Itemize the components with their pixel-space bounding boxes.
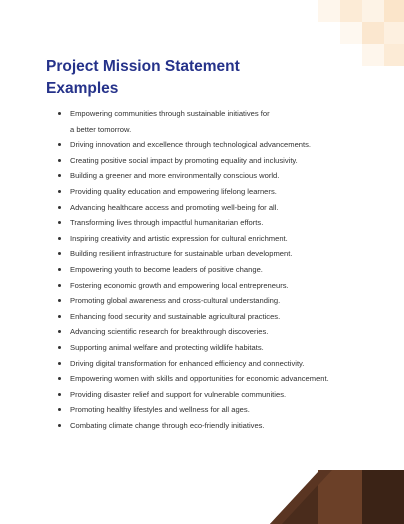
list-item xyxy=(56,418,376,434)
list-item xyxy=(56,387,376,403)
mission-list xyxy=(56,106,376,433)
item-text: Driving digital transformation for enhanced efficiency and connectivity. xyxy=(70,358,305,368)
bullet-icon xyxy=(58,284,61,287)
deco-tile xyxy=(340,0,362,22)
bullet-icon xyxy=(58,268,61,271)
list-item xyxy=(56,184,376,200)
title-line: Project Mission Statement xyxy=(46,58,240,75)
item-text: Supporting animal welfare and protecting wildlife habitats. xyxy=(70,342,264,352)
deco-tile xyxy=(384,44,404,66)
item-text: Empowering youth to become leaders of positive change. xyxy=(70,264,263,274)
deco-tile xyxy=(318,0,340,22)
deco-tile xyxy=(384,22,404,44)
deco-tile xyxy=(362,0,384,22)
item-text: Promoting healthy lifestyles and wellness for all ages. xyxy=(70,405,250,415)
item-text: Advancing healthcare access and promoting well-being for all. xyxy=(70,202,279,212)
item-text: Inspiring creativity and artistic expression for cultural enrichment. xyxy=(70,233,288,243)
deco-tile xyxy=(362,44,384,66)
wood-band-decoration xyxy=(0,470,404,524)
list-item xyxy=(56,231,376,247)
item-text: Transforming lives through impactful humanitarian efforts. xyxy=(70,218,264,228)
bullet-icon xyxy=(58,206,61,209)
bullet-icon xyxy=(58,299,61,302)
wood-panel xyxy=(318,470,362,524)
list-item xyxy=(56,293,376,309)
bullet-icon xyxy=(58,362,61,365)
list-item xyxy=(56,200,376,216)
item-text: Enhancing food security and sustainable agricultural practices. xyxy=(70,311,281,321)
bullet-icon xyxy=(58,408,61,411)
item-text: Empowering women with skills and opportunities for economic advancement. xyxy=(70,374,329,384)
item-text: Combating climate change through eco-friendly initiatives. xyxy=(70,420,265,430)
bullet-icon xyxy=(58,424,61,427)
list-item xyxy=(56,278,376,294)
list-item xyxy=(56,324,376,340)
list-item xyxy=(56,402,376,418)
list-item xyxy=(56,168,376,184)
item-text-continued: a better tomorrow. xyxy=(70,124,132,134)
bullet-icon xyxy=(58,159,61,162)
deco-tile xyxy=(362,22,384,44)
list-item xyxy=(56,262,376,278)
list-item xyxy=(56,340,376,356)
bullet-icon xyxy=(58,221,61,224)
list-item xyxy=(56,153,376,169)
bullet-icon xyxy=(58,143,61,146)
list-item xyxy=(56,371,376,387)
list-item xyxy=(56,309,376,325)
bullet-icon xyxy=(58,112,61,115)
item-text: Creating positive social impact by promoting equality and inclusivity. xyxy=(70,155,298,165)
item-text: Fostering economic growth and empowering local entrepreneurs. xyxy=(70,280,289,290)
item-text: Building resilient infrastructure for sustainable urban development. xyxy=(70,249,293,259)
bullet-icon xyxy=(58,174,61,177)
wood-panel xyxy=(362,470,404,524)
item-text: Empowering communities through sustainable initiatives for xyxy=(70,109,270,118)
item-text: Building a greener and more environmentally conscious world. xyxy=(70,171,280,181)
item-text: Providing quality education and empowering lifelong learners. xyxy=(70,186,277,196)
bullet-icon xyxy=(58,393,61,396)
item-text: Promoting global awareness and cross-cultural understanding. xyxy=(70,296,281,306)
title-line: Examples xyxy=(46,80,119,97)
item-text: Advancing scientific research for breakthrough discoveries. xyxy=(70,327,269,337)
bullet-icon xyxy=(58,315,61,318)
bullet-icon xyxy=(58,190,61,193)
list-item xyxy=(56,356,376,372)
bullet-icon xyxy=(58,346,61,349)
bullet-icon xyxy=(58,237,61,240)
list-item xyxy=(56,246,376,262)
list-item xyxy=(56,106,376,137)
bullet-icon xyxy=(58,252,61,255)
bullet-icon xyxy=(58,330,61,333)
bullet-icon xyxy=(58,377,61,380)
list-item xyxy=(56,215,376,231)
deco-tile xyxy=(384,0,404,22)
list-item xyxy=(56,137,376,153)
deco-tile xyxy=(340,22,362,44)
item-text: Driving innovation and excellence through technological advancements. xyxy=(70,140,312,150)
page-title xyxy=(46,56,346,100)
item-text: Providing disaster relief and support for vulnerable communities. xyxy=(70,389,287,399)
